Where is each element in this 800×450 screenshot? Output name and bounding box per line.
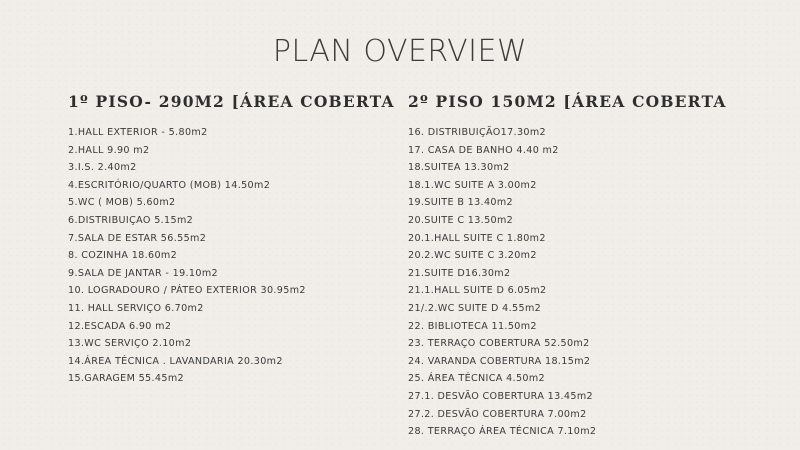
room-item: 19.SUITE B 13.40m2	[408, 197, 514, 209]
room-item: 13.WC SERVIÇO 2.10m2	[68, 338, 192, 350]
floor-1-section	[68, 92, 395, 388]
floor-2-room-list	[408, 124, 748, 441]
room-item: 6.DISTRIBUIÇAO 5.15m2	[68, 214, 194, 226]
room-item: 21.1.HALL SUITE D 6.05m2	[408, 285, 547, 297]
room-item: 11. HALL SERVIÇO 6.70m2	[68, 302, 204, 314]
room-item: 20.SUITE C 13.50m2	[408, 214, 514, 226]
room-item: 23. TERRAÇO COBERTURA 52.50m2	[408, 338, 590, 350]
room-item: 9.SALA DE JANTAR - 19.10m2	[68, 267, 218, 279]
room-item: 21.SUITE D16.30m2	[408, 267, 511, 279]
room-item: 21/.2.WC SUITE D 4.55m2	[408, 302, 542, 314]
room-item: 14.ÁREA TÉCNICA . LAVANDARIA 20.30m2	[68, 355, 283, 367]
room-item: 12.ESCADA 6.90 m2	[68, 320, 172, 332]
room-item: 15.GARAGEM 55.45m2	[68, 373, 184, 385]
page-title: PLAN OVERVIEW	[272, 34, 528, 69]
floor-2-heading: 2º PISO 150M2 [ÁREA COBERTA	[408, 92, 727, 111]
room-item: 5.WC ( MOB) 5.60m2	[68, 197, 176, 209]
room-item: 4.ESCRITÓRIO/QUARTO (MOB) 14.50m2	[68, 179, 271, 191]
room-item: 18.SUITEA 13.30m2	[408, 162, 510, 174]
floor-1-heading: 1º PISO- 290M2 [ÁREA COBERTA	[68, 92, 395, 111]
room-item: 24. VARANDA COBERTURA 18.15m2	[408, 355, 591, 367]
room-item: 18.1.WC SUITE A 3.00m2	[408, 179, 537, 191]
room-item: 16. DISTRIBUIÇÃO17.30m2	[408, 127, 547, 138]
room-item: 27.2. DESVÃO COBERTURA 7.00m2	[408, 408, 587, 420]
room-item: 22. BIBLIOTECA 11.50m2	[408, 320, 537, 332]
room-item: 25. ÁREA TÉCNICA 4.50m2	[408, 373, 546, 385]
room-item: 20.1.HALL SUITE C 1.80m2	[408, 232, 546, 244]
floor-2-section	[408, 92, 748, 441]
room-item: 17. CASA DE BANHO 4.40 m2	[408, 144, 559, 156]
room-item: 28. TERRAÇO ÁREA TÉCNICA 7.10m2	[408, 426, 597, 438]
room-item: 3.I.S. 2.40m2	[68, 162, 137, 174]
room-item: 7.SALA DE ESTAR 56.55m2	[68, 232, 207, 244]
room-item: 8. COZINHA 18.60m2	[68, 250, 178, 262]
room-item: 20.2.WC SUITE C 3.20m2	[408, 250, 537, 262]
room-item: 27.1. DESVÃO COBERTURA 13.45m2	[408, 390, 593, 402]
room-item: 1.HALL EXTERIOR - 5.80m2	[68, 127, 208, 138]
floor-1-room-list	[68, 124, 388, 388]
room-item: 2.HALL 9.90 m2	[68, 144, 150, 156]
room-item: 10. LOGRADOURO / PÁTEO EXTERIOR 30.95m2	[68, 285, 306, 297]
